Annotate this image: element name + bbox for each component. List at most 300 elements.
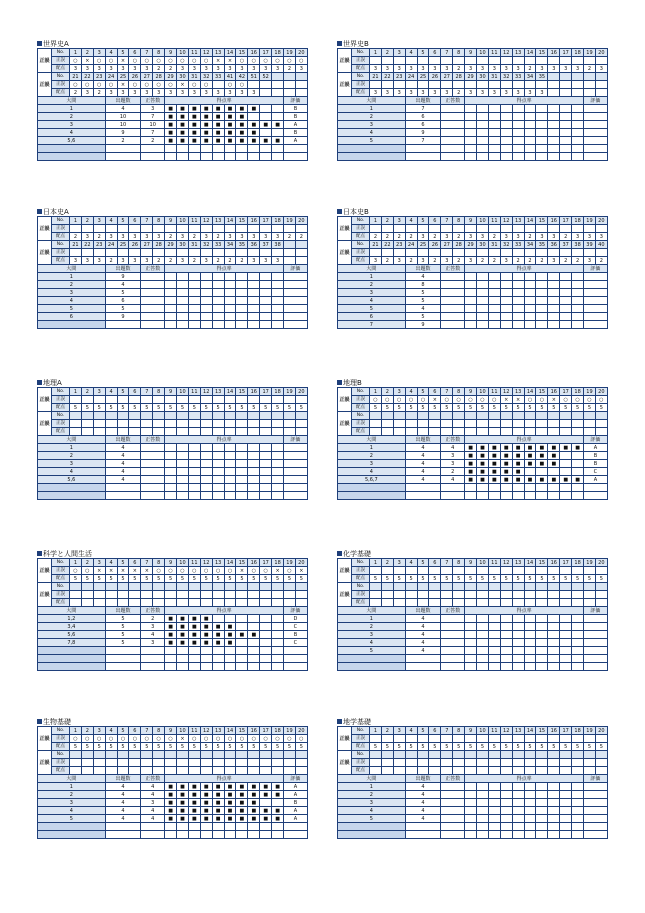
- score-bar-cell: [488, 647, 500, 655]
- point-value: [536, 599, 548, 607]
- point-value: 5: [200, 404, 212, 412]
- question-number: [295, 583, 307, 591]
- question-number: [595, 412, 607, 420]
- question-number: [536, 751, 548, 759]
- score-bar-cell: [512, 121, 524, 129]
- daimon-cell: 2: [338, 452, 406, 460]
- point-value: [248, 767, 260, 775]
- shutsudai-cell: 4: [405, 468, 441, 476]
- score-bar-cell: [536, 655, 548, 663]
- point-value: 3: [200, 257, 212, 265]
- answer-mark: ×: [81, 57, 93, 65]
- score-bar-cell: [272, 647, 284, 655]
- point-value: 5: [441, 575, 453, 583]
- seitou-header: 正答数: [141, 265, 165, 273]
- row-label: 配点: [352, 428, 370, 436]
- answer-mark: [200, 225, 212, 233]
- answer-mark: ○: [248, 567, 260, 575]
- point-value: [572, 89, 584, 97]
- point-value: 5: [548, 743, 560, 751]
- score-bar-cell: ■: [188, 623, 200, 631]
- question-number: [295, 73, 307, 81]
- point-value: 5: [560, 743, 572, 751]
- answer-mark: [441, 81, 453, 89]
- answer-mark: ○: [465, 396, 477, 404]
- score-bar-cell: ■: [248, 815, 260, 823]
- answer-mark: [105, 225, 117, 233]
- answer-mark: ○: [224, 735, 236, 743]
- score-bar-cell: [177, 273, 189, 281]
- daimon-cell: [338, 145, 406, 153]
- tokuten-header: 得点率: [165, 436, 284, 444]
- score-bar-cell: ■: [165, 623, 177, 631]
- score-bar-cell: [572, 615, 584, 623]
- answer-mark: [129, 249, 141, 257]
- question-number: 8: [453, 49, 465, 57]
- answer-mark: [477, 249, 489, 257]
- answer-mark: [153, 225, 165, 233]
- point-value: [548, 428, 560, 436]
- answer-mark: [417, 420, 429, 428]
- answer-mark: [393, 759, 405, 767]
- score-bar-cell: [200, 484, 212, 492]
- question-number: 14: [524, 388, 536, 396]
- score-bar-cell: [500, 663, 512, 671]
- point-value: 3: [224, 89, 236, 97]
- point-value: [524, 767, 536, 775]
- daimon-cell: 2: [338, 623, 406, 631]
- row-label: 配点: [352, 767, 370, 775]
- seitou-cell: [141, 452, 165, 460]
- shutsudai-cell: 4: [105, 783, 141, 791]
- shutsudai-header: 出題数: [105, 607, 141, 615]
- score-bar-cell: [477, 113, 489, 121]
- question-number: 12: [200, 49, 212, 57]
- score-bar-cell: ■: [188, 815, 200, 823]
- score-bar-cell: [224, 145, 236, 153]
- answer-mark: ○: [212, 735, 224, 743]
- question-number: 19: [584, 559, 596, 567]
- point-value: 3: [117, 233, 129, 241]
- score-bar-cell: [488, 799, 500, 807]
- hyouka-cell: [584, 145, 608, 153]
- score-bar-cell: [465, 647, 477, 655]
- seitou-cell: [441, 663, 465, 671]
- score-bar-cell: ■: [165, 815, 177, 823]
- point-value: 5: [212, 575, 224, 583]
- score-bar-cell: ■: [200, 121, 212, 129]
- score-bar-cell: [536, 631, 548, 639]
- point-value: [488, 767, 500, 775]
- daimon-cell: [338, 484, 406, 492]
- answer-mark: [260, 225, 272, 233]
- score-bar-cell: ■: [248, 129, 260, 137]
- question-number: 16: [548, 727, 560, 735]
- point-value: 2: [284, 65, 296, 73]
- question-number: [393, 412, 405, 420]
- panel-title: [337, 550, 607, 558]
- answer-mark: [584, 420, 596, 428]
- score-bar-cell: [248, 289, 260, 297]
- panel-title: [37, 40, 307, 48]
- hyouka-cell: [284, 468, 308, 476]
- point-value: 5: [272, 404, 284, 412]
- score-bar-cell: [512, 823, 524, 831]
- score-bar-cell: [165, 321, 177, 329]
- answer-mark: ○: [584, 396, 596, 404]
- score-bar-cell: [560, 791, 572, 799]
- answer-mark: [284, 396, 296, 404]
- hyouka-cell: [584, 807, 608, 815]
- point-value: 5: [536, 404, 548, 412]
- point-value: 2: [488, 257, 500, 265]
- score-bar-cell: ■: [188, 105, 200, 113]
- question-number: 6: [429, 388, 441, 396]
- point-value: [284, 89, 296, 97]
- question-number: 19: [284, 559, 296, 567]
- question-number: 22: [381, 241, 393, 249]
- seitou-cell: [141, 484, 165, 492]
- daimon-cell: [38, 663, 106, 671]
- score-bar-cell: [188, 476, 200, 484]
- answer-mark: [429, 249, 441, 257]
- score-bar-cell: [524, 492, 536, 500]
- answer-mark: [488, 735, 500, 743]
- score-bar-cell: [260, 623, 272, 631]
- score-bar-cell: [236, 655, 248, 663]
- score-bar-cell: [465, 815, 477, 823]
- daimon-cell: 1: [338, 783, 406, 791]
- question-number: 26: [129, 241, 141, 249]
- point-value: [212, 599, 224, 607]
- score-bar-cell: [260, 823, 272, 831]
- score-bar-cell: ■: [165, 129, 177, 137]
- score-bar-cell: [236, 476, 248, 484]
- score-bar-cell: [188, 297, 200, 305]
- point-value: 2: [165, 257, 177, 265]
- score-bar-cell: ■: [236, 631, 248, 639]
- point-value: 5: [524, 404, 536, 412]
- row-label: 配点: [352, 89, 370, 97]
- question-number: [441, 412, 453, 420]
- daimon-header: 大問: [338, 97, 406, 105]
- shutsudai-header: 出題数: [105, 775, 141, 783]
- answer-mark: [512, 420, 524, 428]
- score-bar-cell: ■: [165, 807, 177, 815]
- question-number: 1: [370, 388, 382, 396]
- score-bar-cell: ■: [272, 807, 284, 815]
- score-bar-cell: [465, 121, 477, 129]
- row-label: No.: [352, 727, 370, 735]
- point-value: 2: [212, 257, 224, 265]
- shutsudai-cell: [105, 831, 141, 839]
- answer-mark: ○: [70, 57, 82, 65]
- score-bar-cell: [572, 484, 584, 492]
- score-bar-cell: [548, 799, 560, 807]
- question-number: 18: [572, 727, 584, 735]
- daimon-cell: 1: [38, 783, 106, 791]
- question-number: 13: [512, 559, 524, 567]
- answer-mark: [224, 396, 236, 404]
- daimon-cell: 4: [38, 468, 106, 476]
- hyouka-cell: B: [584, 460, 608, 468]
- question-number: [477, 412, 489, 420]
- row-label: 正誤: [352, 81, 370, 89]
- answer-mark: [488, 57, 500, 65]
- score-bar-cell: [224, 655, 236, 663]
- seitou-cell: 2: [441, 468, 465, 476]
- score-bar-cell: [272, 305, 284, 313]
- point-value: 3: [381, 89, 393, 97]
- point-value: 3: [248, 233, 260, 241]
- seigo-group-label: 正誤: [38, 388, 52, 412]
- question-number: 18: [572, 559, 584, 567]
- seitou-header: 正答数: [441, 607, 465, 615]
- score-bar-cell: [536, 313, 548, 321]
- point-value: 5: [224, 743, 236, 751]
- answer-mark: [153, 249, 165, 257]
- shutsudai-cell: 4: [105, 815, 141, 823]
- point-value: [284, 767, 296, 775]
- question-number: [105, 412, 117, 420]
- answer-mark: [260, 420, 272, 428]
- question-number: 15: [236, 727, 248, 735]
- question-number: 32: [500, 73, 512, 81]
- score-bar-cell: [524, 663, 536, 671]
- score-bar-cell: [236, 615, 248, 623]
- score-bar-cell: ■: [177, 113, 189, 121]
- question-number: 22: [81, 73, 93, 81]
- answer-mark: [295, 591, 307, 599]
- point-value: 3: [165, 89, 177, 97]
- seigo-group-label: 正誤: [38, 73, 52, 97]
- point-value: [248, 599, 260, 607]
- score-bar-cell: [224, 297, 236, 305]
- question-number: 41: [224, 73, 236, 81]
- point-value: [584, 599, 596, 607]
- point-value: 2: [429, 257, 441, 265]
- question-number: [165, 583, 177, 591]
- answer-mark: [453, 57, 465, 65]
- score-bar-cell: [500, 305, 512, 313]
- score-bar-cell: [500, 113, 512, 121]
- score-bar-cell: [177, 297, 189, 305]
- point-value: [584, 428, 596, 436]
- point-value: 3: [465, 89, 477, 97]
- score-bar-cell: [236, 639, 248, 647]
- score-bar-cell: [465, 305, 477, 313]
- answer-mark: ×: [429, 396, 441, 404]
- point-value: 2: [429, 233, 441, 241]
- score-bar-cell: [272, 460, 284, 468]
- row-label: 正誤: [52, 567, 70, 575]
- point-value: [295, 767, 307, 775]
- score-bar-cell: [236, 460, 248, 468]
- score-bar-cell: [512, 615, 524, 623]
- row-label: 正誤: [52, 225, 70, 233]
- score-bar-cell: [536, 647, 548, 655]
- answer-mark: [236, 249, 248, 257]
- shutsudai-cell: [405, 655, 441, 663]
- hyouka-cell: [584, 615, 608, 623]
- score-bar-cell: [177, 647, 189, 655]
- question-number: [441, 583, 453, 591]
- point-value: 5: [260, 404, 272, 412]
- answer-mark: [260, 759, 272, 767]
- score-bar-cell: [260, 129, 272, 137]
- point-value: [548, 89, 560, 97]
- answer-mark: [81, 591, 93, 599]
- point-value: [477, 428, 489, 436]
- answer-mark: ○: [260, 735, 272, 743]
- score-bar-cell: [177, 484, 189, 492]
- hyouka-cell: [584, 129, 608, 137]
- point-value: 5: [524, 575, 536, 583]
- score-bar-cell: [236, 647, 248, 655]
- point-value: [236, 767, 248, 775]
- daimon-cell: 7: [338, 321, 406, 329]
- point-value: 3: [405, 65, 417, 73]
- question-number: [512, 583, 524, 591]
- answer-mark: [584, 735, 596, 743]
- seitou-cell: [441, 783, 465, 791]
- answer-mark: ×: [224, 57, 236, 65]
- score-bar-cell: [236, 823, 248, 831]
- panel-title: [337, 208, 607, 216]
- answer-mark: [536, 567, 548, 575]
- answer-mark: ○: [93, 735, 105, 743]
- row-label: No.: [52, 49, 70, 57]
- shutsudai-cell: 5: [405, 289, 441, 297]
- score-bar-cell: ■: [200, 815, 212, 823]
- score-bar-cell: [572, 105, 584, 113]
- row-label: No.: [52, 241, 70, 249]
- score-bar-cell: ■: [165, 137, 177, 145]
- point-value: [595, 599, 607, 607]
- score-bar-cell: ■: [224, 807, 236, 815]
- score-bar-cell: [512, 281, 524, 289]
- score-bar-cell: ■: [177, 791, 189, 799]
- answer-mark: [153, 591, 165, 599]
- question-number: 31: [188, 73, 200, 81]
- score-bar-cell: [200, 321, 212, 329]
- score-bar-cell: [512, 484, 524, 492]
- score-bar-cell: [560, 468, 572, 476]
- score-bar-cell: [224, 305, 236, 313]
- score-bar-cell: [512, 321, 524, 329]
- score-bar-cell: [212, 468, 224, 476]
- daimon-cell: 2: [338, 113, 406, 121]
- question-number: 6: [429, 727, 441, 735]
- point-value: [500, 767, 512, 775]
- answer-mark: [405, 420, 417, 428]
- score-bar-cell: [536, 289, 548, 297]
- score-bar-cell: [548, 615, 560, 623]
- row-label: 正誤: [52, 249, 70, 257]
- score-bar-cell: ■: [272, 815, 284, 823]
- question-number: 1: [370, 559, 382, 567]
- panel-title: [37, 718, 307, 726]
- score-bar-cell: [165, 468, 177, 476]
- question-number: [165, 412, 177, 420]
- answer-mark: ×: [295, 567, 307, 575]
- point-value: 2: [560, 257, 572, 265]
- answer-mark: [477, 591, 489, 599]
- score-bar-cell: [272, 623, 284, 631]
- point-value: [295, 428, 307, 436]
- point-value: 5: [284, 404, 296, 412]
- answer-mark: [512, 567, 524, 575]
- question-number: [429, 751, 441, 759]
- question-number: [584, 412, 596, 420]
- point-value: 3: [465, 65, 477, 73]
- question-number: 28: [453, 241, 465, 249]
- score-bar-cell: [260, 663, 272, 671]
- question-number: [512, 751, 524, 759]
- point-value: 5: [153, 743, 165, 751]
- point-value: 2: [153, 257, 165, 265]
- point-value: 3: [536, 89, 548, 97]
- question-number: 30: [477, 73, 489, 81]
- point-value: 3: [272, 257, 284, 265]
- score-bar-cell: ■: [177, 623, 189, 631]
- point-value: [260, 428, 272, 436]
- score-bar-cell: [524, 153, 536, 161]
- seitou-cell: [441, 281, 465, 289]
- score-bar-cell: [512, 663, 524, 671]
- score-bar-cell: [548, 655, 560, 663]
- question-number: 20: [295, 217, 307, 225]
- question-number: 32: [500, 241, 512, 249]
- question-number: 28: [153, 73, 165, 81]
- score-bar-cell: [512, 153, 524, 161]
- score-bar-cell: [488, 655, 500, 663]
- score-bar-cell: ■: [200, 791, 212, 799]
- seitou-header: 正答数: [441, 97, 465, 105]
- daimon-cell: 2: [38, 281, 106, 289]
- score-bar-cell: [165, 647, 177, 655]
- score-bar-cell: [248, 639, 260, 647]
- point-value: [477, 767, 489, 775]
- shutsudai-cell: 4: [405, 647, 441, 655]
- score-bar-cell: [572, 799, 584, 807]
- point-value: 5: [188, 575, 200, 583]
- score-bar-cell: [548, 153, 560, 161]
- question-number: [284, 241, 296, 249]
- question-number: 21: [370, 241, 382, 249]
- seitou-cell: [441, 321, 465, 329]
- answer-mark: ×: [105, 567, 117, 575]
- score-bar-cell: ■: [477, 452, 489, 460]
- seitou-cell: 4: [141, 807, 165, 815]
- shutsudai-cell: 5: [105, 623, 141, 631]
- question-number: 3: [393, 49, 405, 57]
- score-bar-cell: ■: [512, 476, 524, 484]
- answer-mark: [81, 396, 93, 404]
- score-bar-cell: [248, 476, 260, 484]
- answer-mark: [405, 57, 417, 65]
- question-number: 17: [560, 217, 572, 225]
- score-bar-cell: [500, 831, 512, 839]
- hyouka-cell: [584, 823, 608, 831]
- score-bar-cell: [200, 452, 212, 460]
- answer-mark: [465, 225, 477, 233]
- score-bar-cell: [572, 492, 584, 500]
- score-bar-cell: [248, 321, 260, 329]
- score-bar-cell: [177, 468, 189, 476]
- subject-panel: [37, 379, 307, 500]
- answer-mark: [548, 591, 560, 599]
